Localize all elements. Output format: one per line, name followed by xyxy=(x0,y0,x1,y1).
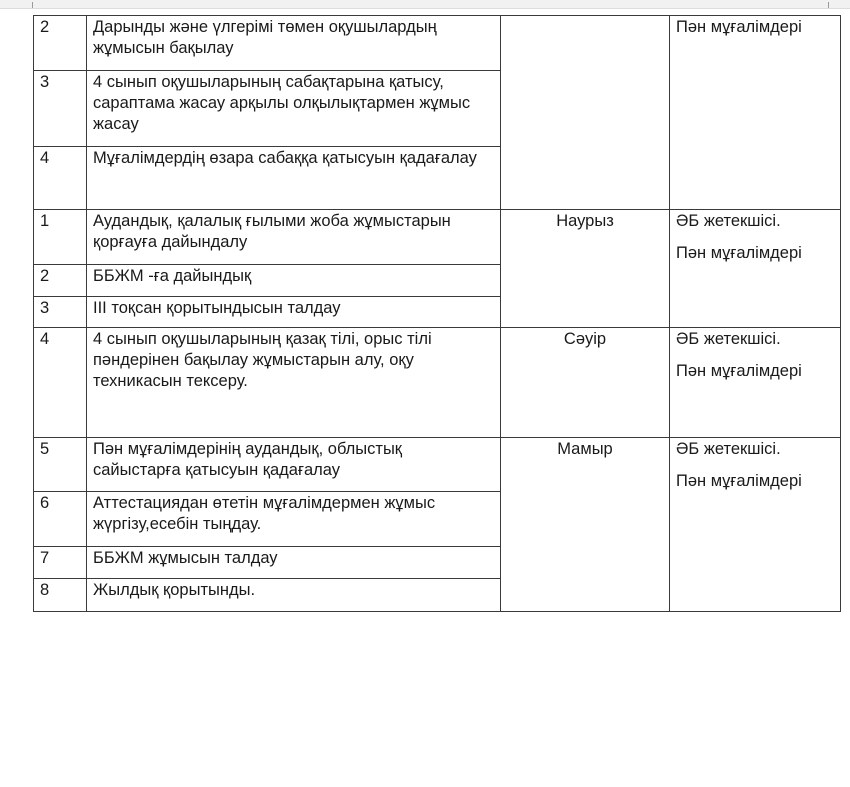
row-number: 2 xyxy=(34,265,87,297)
table-row xyxy=(34,328,841,438)
task-cell: Аттестациядан өтетін мұғалімдермен жұмыс жүргізу,есебін тыңдау. xyxy=(87,492,501,547)
row-number: 4 xyxy=(34,328,87,438)
task-cell: ББЖМ жұмысын талдау xyxy=(87,547,501,579)
responsible-line: Пән мұғалімдері xyxy=(676,18,802,36)
row-number: 7 xyxy=(34,547,87,579)
responsible-cell xyxy=(670,210,841,328)
task-cell: Аудандық, қалалық ғылыми жоба жұмыстарын қорғауға дайындалу xyxy=(87,210,501,265)
table-row xyxy=(34,438,841,492)
row-number: 3 xyxy=(34,297,87,328)
task-cell: Дарынды және үлгерімі төмен оқушылардың жұмысын бақылау xyxy=(87,16,501,71)
task-cell: 4 сынып оқушыларының сабақтарына қатысу, сараптама жасау арқылы олқылықтармен жұмыс жасау xyxy=(87,71,501,147)
table-row xyxy=(34,210,841,265)
work-plan-table xyxy=(33,15,841,612)
responsible-cell xyxy=(670,328,841,438)
month-cell: Мамыр xyxy=(501,438,670,612)
responsible-line: Пән мұғалімдері xyxy=(676,472,802,490)
task-cell: Пән мұғалімдерінің аудандық, облыстық сайыстарға қатысуын қадағалау xyxy=(87,438,501,492)
month-cell xyxy=(501,16,670,210)
row-number: 3 xyxy=(34,71,87,147)
row-number: 1 xyxy=(34,210,87,265)
responsible-line: Пән мұғалімдері xyxy=(676,244,802,262)
ruler-margin-marker-right xyxy=(828,2,829,8)
task-cell: ІІІ тоқсан қорытындысын талдау xyxy=(87,297,501,328)
table-row xyxy=(34,16,841,71)
document-top-ruler xyxy=(0,0,850,9)
responsible-line: Пән мұғалімдері xyxy=(676,362,802,380)
responsible-cell xyxy=(670,438,841,612)
row-number: 8 xyxy=(34,579,87,612)
row-number: 4 xyxy=(34,147,87,210)
row-number: 2 xyxy=(34,16,87,71)
month-cell: Сәуір xyxy=(501,328,670,438)
task-cell: Жылдық қорытынды. xyxy=(87,579,501,612)
task-cell: Мұғалімдердің өзара сабаққа қатысуын қадағалау xyxy=(87,147,501,210)
responsible-line: ӘБ жетекшісі. xyxy=(676,212,781,230)
ruler-margin-marker-left xyxy=(32,2,33,8)
responsible-cell xyxy=(670,16,841,210)
row-number: 5 xyxy=(34,438,87,492)
responsible-line: ӘБ жетекшісі. xyxy=(676,330,781,348)
task-cell: ББЖМ -ға дайындық xyxy=(87,265,501,297)
month-cell: Наурыз xyxy=(501,210,670,328)
responsible-line: ӘБ жетекшісі. xyxy=(676,440,781,458)
task-cell: 4 сынып оқушыларының қазақ тілі, орыс тілі пәндерінен бақылау жұмыстарын алу, оқу техникасын тексеру. xyxy=(87,328,501,438)
row-number: 6 xyxy=(34,492,87,547)
